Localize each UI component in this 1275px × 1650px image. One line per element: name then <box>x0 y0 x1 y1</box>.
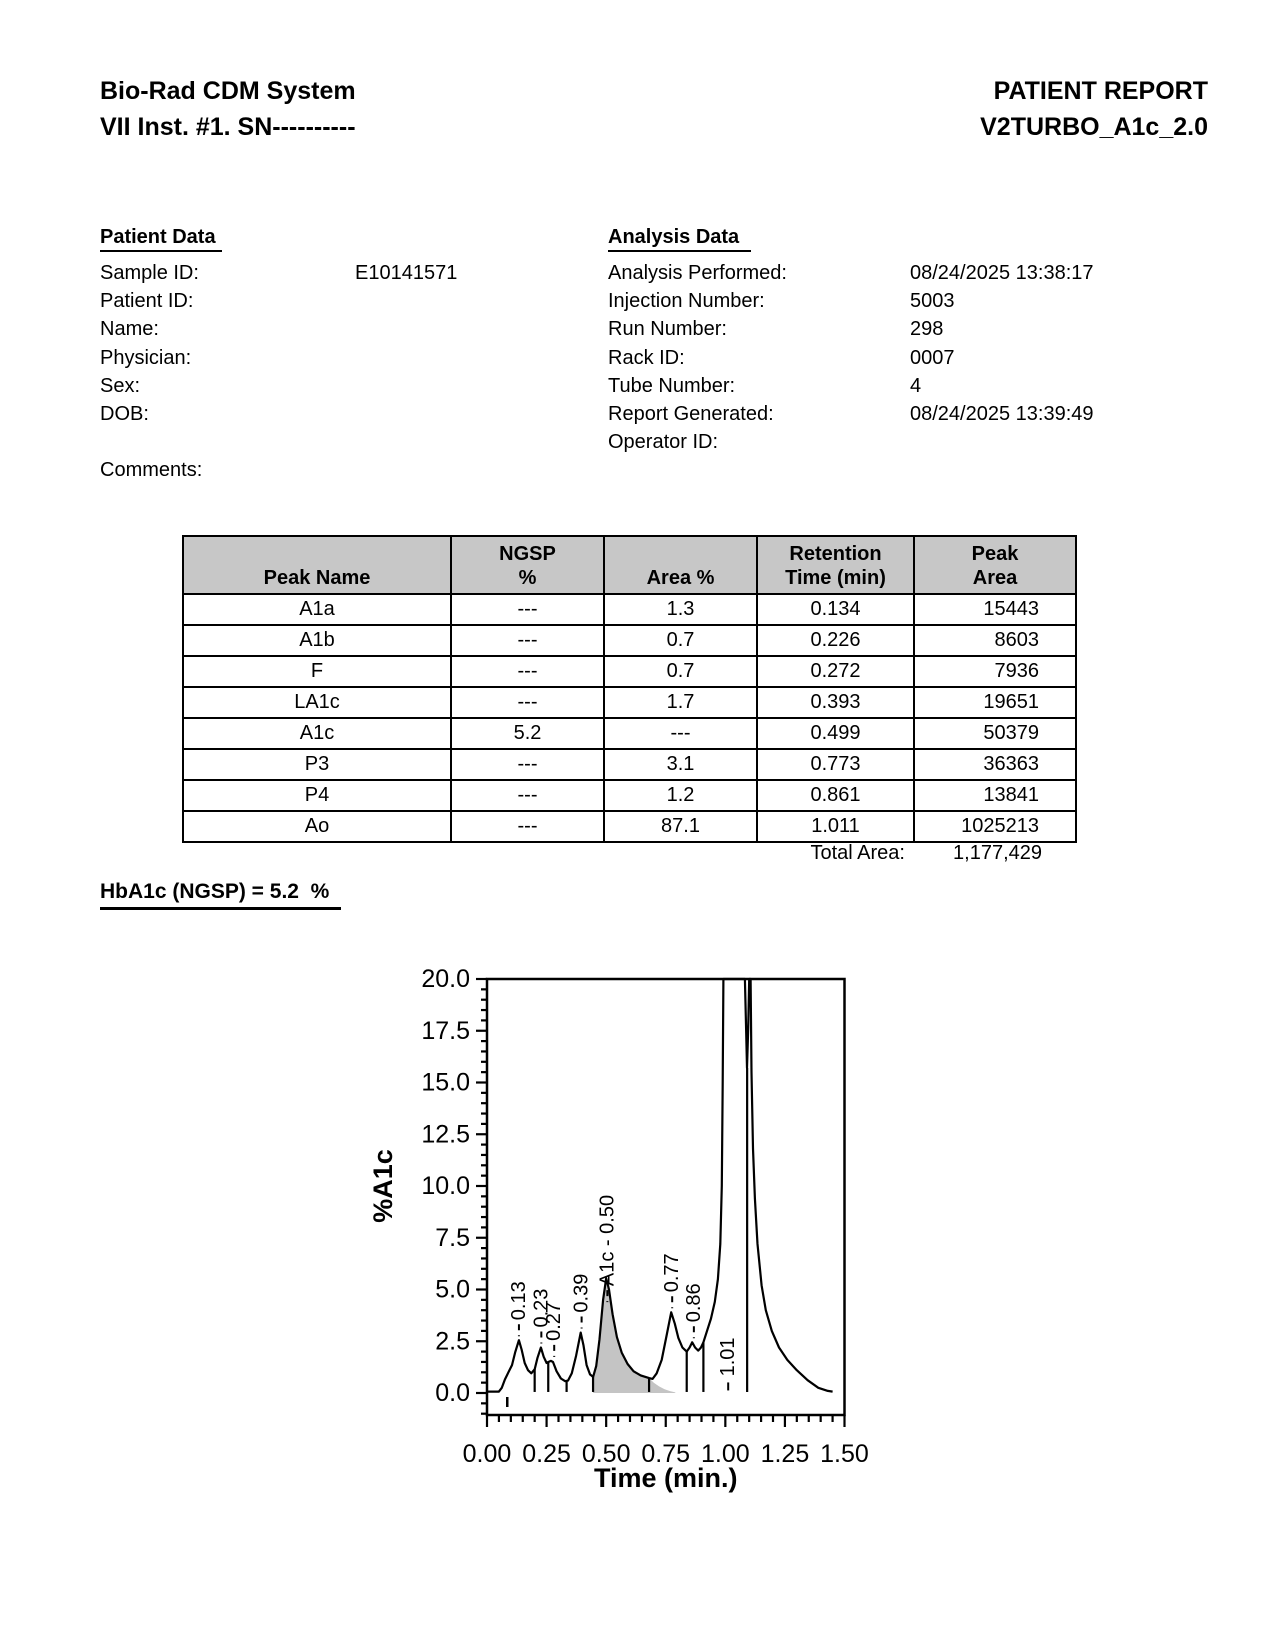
cell-ao-: --- <box>451 811 604 842</box>
column-header-area: Peak Area <box>914 536 1076 594</box>
field-label-run-number: Run Number: <box>608 318 727 340</box>
field-label-operator-id: Operator ID: <box>608 431 719 453</box>
cell-a1c-time-min: 0.499 <box>757 718 914 749</box>
field-label-patient-id: Patient ID: <box>100 290 194 312</box>
field-label-report-generated: Report Generated: <box>608 403 774 425</box>
method-version: V2TURBO_A1c_2.0 <box>980 113 1208 141</box>
cell-a1c-peak-name: A1c <box>183 718 451 749</box>
field-value-analysis-performed: 08/24/2025 13:38:17 <box>910 262 1094 284</box>
cell-la1c-area: 1.7 <box>604 687 757 718</box>
cell-p3-peak-name: P3 <box>183 749 451 780</box>
y-tick-label: 2.5 <box>435 1327 470 1356</box>
peak-label-0-27: 0.27 <box>543 1301 566 1341</box>
y-tick-label: 5.0 <box>435 1275 470 1304</box>
cell-p4-area: 1.2 <box>604 780 757 811</box>
system-title: Bio-Rad CDM System <box>100 77 356 105</box>
x-tick-label: 1.50 <box>820 1440 869 1468</box>
x-tick-label: 0.00 <box>462 1440 512 1468</box>
chromatogram-trace <box>487 979 833 1392</box>
peak-label-0-13: 0.13 <box>507 1281 530 1321</box>
y-tick-label: 12.5 <box>421 1120 470 1149</box>
cell-p3-area: 36363 <box>914 749 1076 780</box>
cell-p3-area: 3.1 <box>604 749 757 780</box>
cell-a1a-area: 1.3 <box>604 594 757 625</box>
x-tick-label: 0.25 <box>522 1440 571 1468</box>
field-value-injection-number: 5003 <box>910 290 955 312</box>
x-tick-label: 0.50 <box>581 1440 631 1468</box>
y-tick-label: 17.5 <box>421 1016 470 1045</box>
cell-ao-area: 1025213 <box>914 811 1076 842</box>
cell-p3-: --- <box>451 749 604 780</box>
x-tick-label: 0.75 <box>641 1440 691 1468</box>
peak-label-0-39: 0.39 <box>570 1273 593 1313</box>
field-label-name: Name: <box>100 318 159 340</box>
cell-f-: --- <box>451 656 604 687</box>
cell-a1c-area: --- <box>604 718 757 749</box>
cell-f-time-min: 0.272 <box>757 656 914 687</box>
peak-label-1-01: 1.01 <box>717 1337 740 1377</box>
cell-a1a-area: 15443 <box>914 594 1076 625</box>
cell-a1b-time-min: 0.226 <box>757 625 914 656</box>
cell-ao-area: 87.1 <box>604 811 757 842</box>
cell-a1b-peak-name: A1b <box>183 625 451 656</box>
total-area-value: 1,177,429 <box>953 842 1042 864</box>
field-label-analysis-performed: Analysis Performed: <box>608 262 787 284</box>
column-header-: NGSP % <box>451 536 604 594</box>
cell-a1b-area: 8603 <box>914 625 1076 656</box>
cell-a1c-area: 50379 <box>914 718 1076 749</box>
column-header-time-min: Retention Time (min) <box>757 536 914 594</box>
cell-la1c-peak-name: LA1c <box>183 687 451 718</box>
cell-f-area: 7936 <box>914 656 1076 687</box>
y-tick-label: 20.0 <box>421 965 470 993</box>
cell-ao-peak-name: Ao <box>183 811 451 842</box>
cell-a1c-: 5.2 <box>451 718 604 749</box>
peak-label-a1c-0-50: A1c - 0.50 <box>596 1194 619 1287</box>
y-tick-label: 0.0 <box>435 1379 470 1407</box>
cell-a1b-area: 0.7 <box>604 625 757 656</box>
peak-label-0-23: 0.23 <box>530 1288 553 1328</box>
report-type-title: PATIENT REPORT <box>993 77 1208 105</box>
total-area-label: Total Area: <box>810 842 905 864</box>
cell-p4-area: 13841 <box>914 780 1076 811</box>
cell-la1c-time-min: 0.393 <box>757 687 914 718</box>
cell-a1b-: --- <box>451 625 604 656</box>
peak-label-0-77: 0.77 <box>661 1253 684 1293</box>
y-axis-title: %A1c <box>368 1149 398 1223</box>
cell-a1a-peak-name: A1a <box>183 594 451 625</box>
analysis-data-heading: Analysis Data <box>608 226 751 252</box>
field-label-sample-id: Sample ID: <box>100 262 199 284</box>
x-tick-label: 1.00 <box>700 1440 750 1468</box>
comments-label: Comments: <box>100 459 203 481</box>
field-label-physician: Physician: <box>100 347 192 369</box>
field-label-rack-id: Rack ID: <box>608 347 685 369</box>
peak-label-0-86: 0.86 <box>682 1283 705 1323</box>
cell-p4-time-min: 0.861 <box>757 780 914 811</box>
cell-a1a-: --- <box>451 594 604 625</box>
field-value-run-number: 298 <box>910 318 944 340</box>
x-tick-label: 1.25 <box>760 1440 810 1468</box>
y-tick-label: 10.0 <box>421 1172 470 1200</box>
y-tick-label: 7.5 <box>435 1223 470 1252</box>
field-label-sex: Sex: <box>100 375 141 397</box>
column-header-peak-name: Peak Name <box>183 536 451 594</box>
cell-ao-time-min: 1.011 <box>757 811 914 842</box>
y-tick-label: 15.0 <box>421 1068 470 1097</box>
field-value-tube-number: 4 <box>910 375 922 397</box>
cell-f-peak-name: F <box>183 656 451 687</box>
cell-la1c-area: 19651 <box>914 687 1076 718</box>
x-axis-title: Time (min.) <box>593 1463 738 1493</box>
hba1c-result-line: HbA1c (NGSP) = 5.2 % <box>100 880 341 910</box>
shaded-peak-a1c <box>593 1278 675 1393</box>
field-label-tube-number: Tube Number: <box>608 375 736 397</box>
instrument-serial-line: VII Inst. #1. SN---------- <box>100 113 356 141</box>
field-label-dob: DOB: <box>100 403 149 425</box>
field-value-report-generated: 08/24/2025 13:39:49 <box>910 403 1094 425</box>
cell-p4-: --- <box>451 780 604 811</box>
cell-p4-peak-name: P4 <box>183 780 451 811</box>
cell-p3-time-min: 0.773 <box>757 749 914 780</box>
column-header-area: Area % <box>604 536 757 594</box>
cell-f-area: 0.7 <box>604 656 757 687</box>
cell-la1c-: --- <box>451 687 604 718</box>
field-label-injection-number: Injection Number: <box>608 290 765 312</box>
cell-a1a-time-min: 0.134 <box>757 594 914 625</box>
field-value-rack-id: 0007 <box>910 347 955 369</box>
field-value-sample-id: E10141571 <box>355 262 458 284</box>
patient-data-heading: Patient Data <box>100 226 222 252</box>
